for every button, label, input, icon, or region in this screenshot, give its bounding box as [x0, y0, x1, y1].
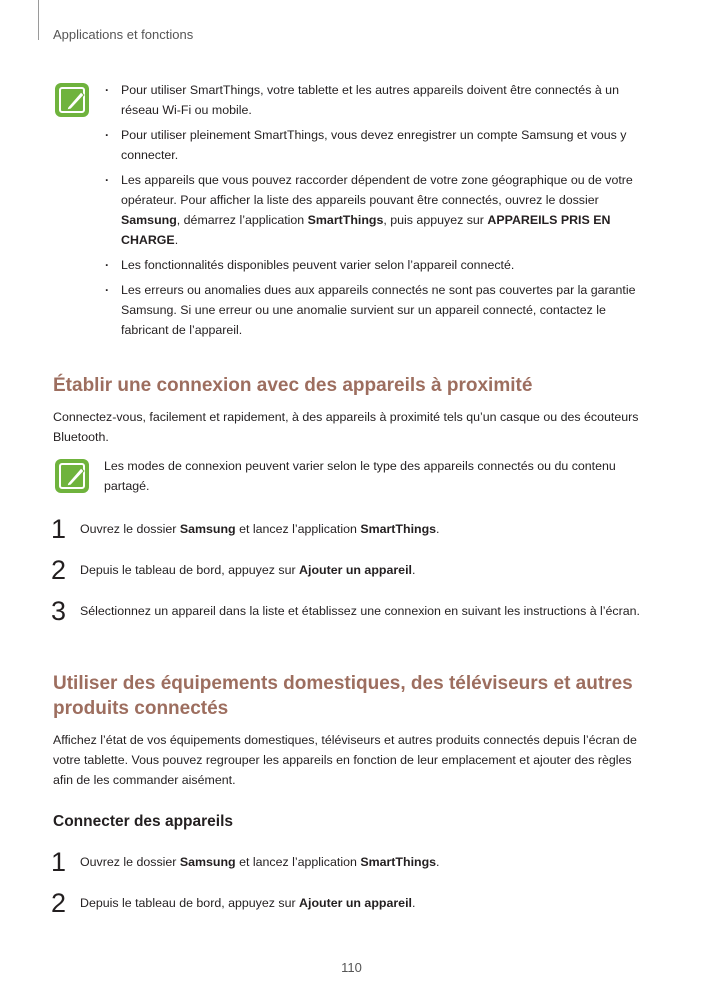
step-text: Sélectionnez un appareil dans la liste et établissez une connexion en suivant les instructions à l’écran. [80, 604, 640, 618]
section-intro-connected-devices: Affichez l’état de vos équipements domestiques, téléviseurs et autres produits connectés depuis l’écran de votre tablette. Vous pouvez regrouper les appareils en fonction de leur emplacement et ajouter des règles afin de les commander aisément. [53, 733, 637, 787]
page-number: 110 [341, 960, 362, 975]
section-title-connected-devices: Utiliser des équipements domestiques, des téléviseurs et autres produits connectés [53, 673, 633, 719]
list-item: · Pour utiliser SmartThings, votre tablette et les autres appareils doivent être connectés à un réseau Wi-Fi ou mobile. [104, 80, 644, 120]
step-number: 2 [51, 888, 67, 918]
step-number: 1 [51, 514, 67, 544]
note-bullet-list [104, 80, 644, 345]
step-number: 2 [51, 555, 67, 585]
subsection-title: Connecter des appareils [53, 813, 234, 830]
pencil-note-icon [55, 459, 89, 493]
step-text: Depuis le tableau de bord, appuyez sur Ajouter un appareil. [80, 896, 416, 910]
section-intro-proximity: Connectez-vous, facilement et rapidement, à des appareils à proximité tels qu’un casque ou des écouteurs Bluetooth. [53, 410, 639, 444]
step-text: Ouvrez le dossier Samsung et lancez l’application SmartThings. [80, 855, 440, 869]
section-title-proximity: Établir une connexion avec des appareils à proximité [53, 375, 533, 396]
step-text: Depuis le tableau de bord, appuyez sur Ajouter un appareil. [80, 563, 416, 577]
header-title: Applications et fonctions [53, 27, 194, 42]
note-text: Les modes de connexion peuvent varier selon le type des appareils connectés ou du contenu partagé. [104, 459, 616, 493]
step-number: 1 [51, 847, 67, 877]
step-text: Ouvrez le dossier Samsung et lancez l’application SmartThings. [80, 522, 440, 536]
list-item: · Pour utiliser pleinement SmartThings, vous devez enregistrer un compte Samsung et vous y connecter. [104, 125, 644, 165]
list-item: · Les appareils que vous pouvez raccorder dépendent de votre zone géographique ou de votre opérateur. Pour afficher la liste des appareils pouvant être connectés, ouvrez le dossier Samsung, démarrez l’application SmartThings, puis appuyez sur APPAREILS PRIS EN CHARGE. [104, 170, 644, 250]
list-item: · Les erreurs ou anomalies dues aux appareils connectés ne sont pas couvertes par la garantie Samsung. Si une erreur ou une anomalie survient sur un appareil connecté, contactez le fabricant de l’appareil. [104, 280, 644, 340]
step-number: 3 [51, 596, 67, 626]
pencil-note-icon [55, 83, 89, 117]
header-divider [38, 0, 39, 40]
list-item: · Les fonctionnalités disponibles peuvent varier selon l’appareil connecté. [104, 255, 644, 275]
